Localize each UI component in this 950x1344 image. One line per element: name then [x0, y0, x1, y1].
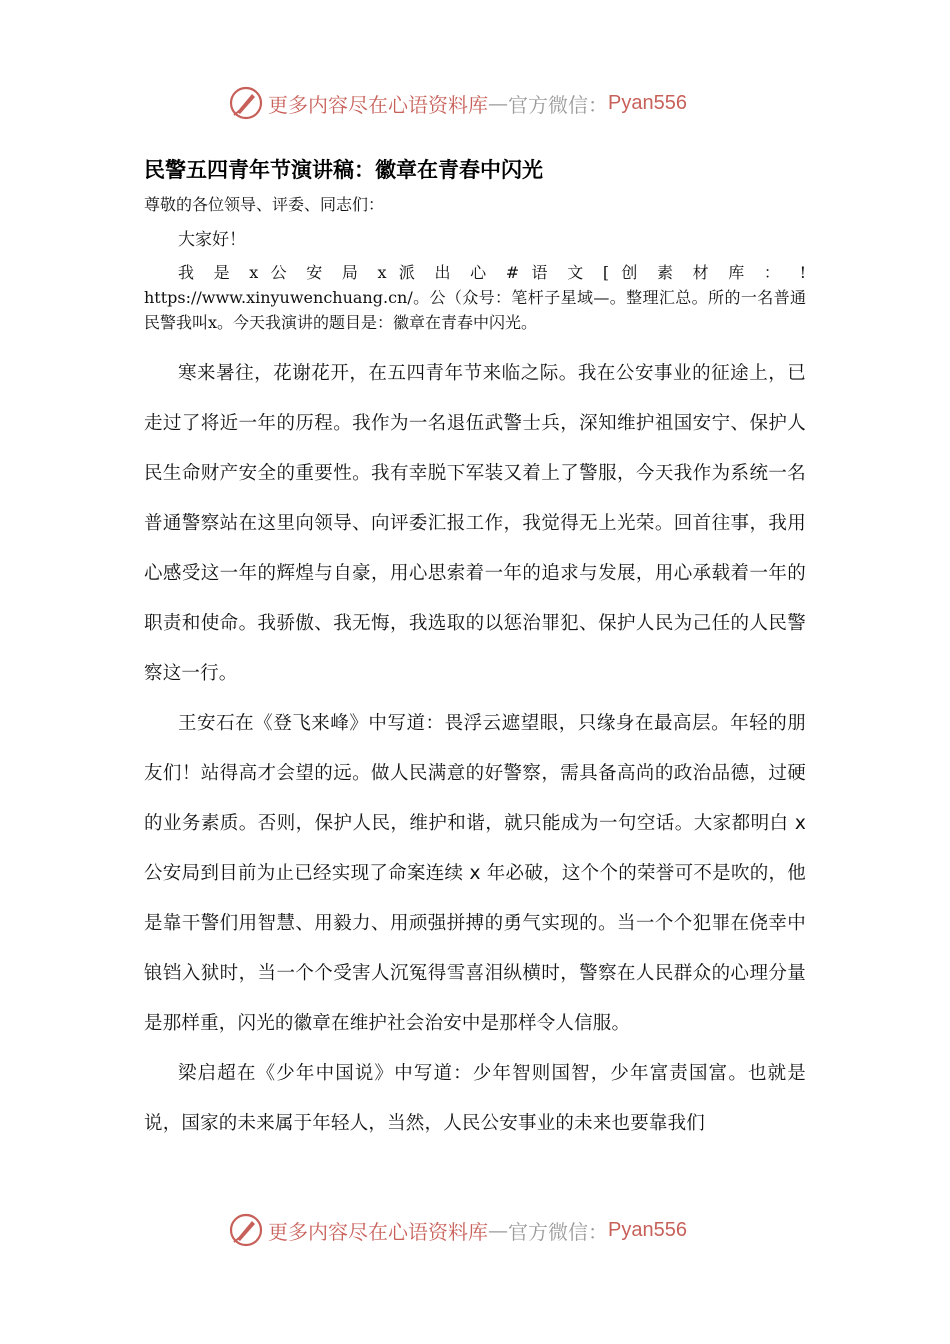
banner-separator: — — [488, 91, 508, 115]
paragraph: 梁启超在《少年中国说》中写道：少年智则国智，少年富责国富。也就是说，国家的未来属于年轻人，当然，人民公安事业的未来也要靠我们 — [144, 1063, 806, 1134]
header-banner — [228, 83, 748, 123]
document-title: 民警五四青年节演讲稿：徽章在青春中闪光 — [144, 158, 543, 182]
document-body — [144, 150, 806, 1149]
banner-separator: — — [488, 1218, 508, 1242]
intro-paragraph: 我 是 x 公 安 局 x 派 出 心 # 语 文 [ 创 素 材 库 ： ! https://www.xinyuwenchuang.cn/。公（众号：笔杆子星域—。整理汇总。所的一名普通民警我叫x。今天我演讲的题目是：徽章在青春中闪光。 — [144, 263, 806, 332]
paragraph: 寒来暑往，花谢花开，在五四青年节来临之际。我在公安事业的征途上，已走过了将近一年的历程。我作为一名退伍武警士兵，深知维护祖国安宁、保护人民生命财产安全的重要性。我有幸脱下军装又着上了警服，今天我作为系统一名普通警察站在这里向领导、向评委汇报工作，我觉得无上光荣。回首往事，我用心感受这一年的辉煌与自豪，用心思索着一年的追求与发展，用心承载着一年的职责和使命。我骄傲、我无悔，我选取的以惩治罪犯、保护人民为己任的人民警察这一行。 — [144, 363, 806, 684]
quill-pen-logo-icon — [228, 1212, 264, 1248]
paragraph: 王安石在《登飞来峰》中写道：畏浮云遮望眼，只缘身在最高层。年轻的朋友们！站得高才会望的远。做人民满意的好警察，需具备高尚的政治品德，过硬的业务素质。否则，保护人民，维护和谐，就只能成为一句空话。大家都明白 x 公安局到目前为止已经实现了命案连续 x 年必破，这个个的荣誉可不是吹的，他是靠干警们用智慧、用毅力、用顽强拼搏的勇气实现的。当一个个犯罪在侥幸中锒铛入狱时，当一个个受害人沉冤得雪喜泪纵横时，警察在人民群众的心理分量是那样重，闪光的徽章在维护社会治安中是那样令人信服。 — [144, 713, 806, 1034]
salutation: 尊敬的各位领导、评委、同志们： — [144, 195, 385, 214]
banner-text: 更多内容尽在心语资料库 — [268, 1219, 488, 1244]
banner-official-label: 官方微信： — [508, 92, 608, 117]
quill-pen-logo-icon — [228, 85, 264, 121]
banner-text: 更多内容尽在心语资料库 — [268, 92, 488, 117]
footer-banner — [228, 1210, 748, 1250]
banner-wechat-id: Pyan556 — [608, 1218, 687, 1241]
banner-official-label: 官方微信： — [508, 1219, 608, 1244]
greeting: 大家好！ — [178, 230, 246, 250]
banner-wechat-id: Pyan556 — [608, 91, 687, 114]
